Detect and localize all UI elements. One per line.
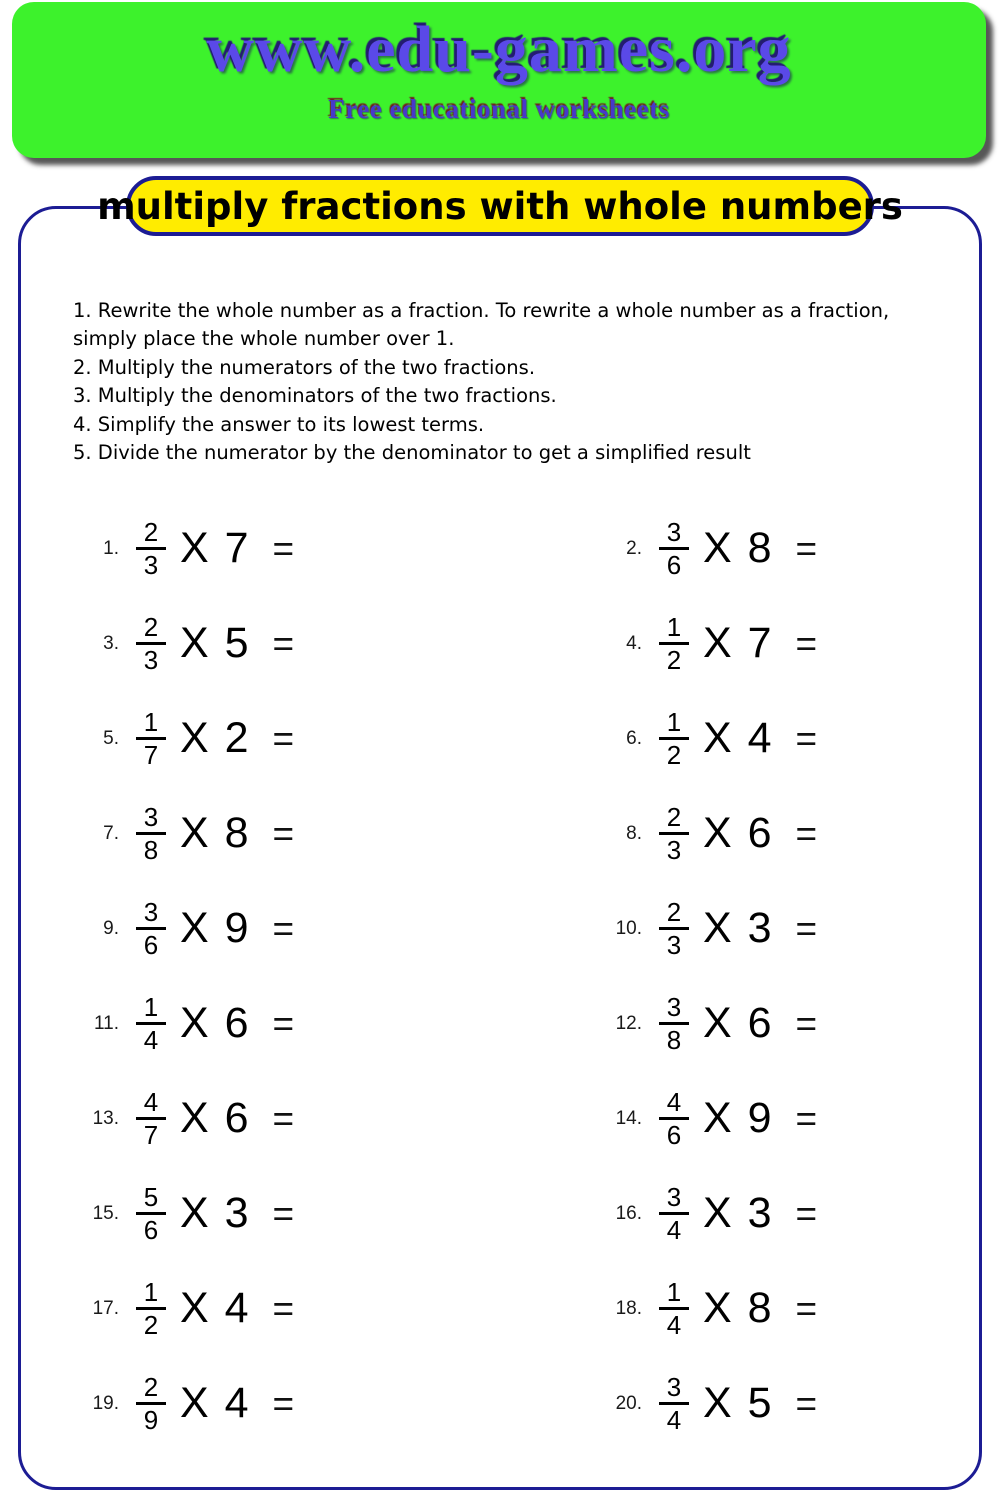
fraction-denominator: 6: [666, 550, 682, 581]
equals-sign: =: [272, 1097, 295, 1139]
multiply-expression: X 9: [180, 904, 251, 953]
equals-sign: =: [272, 527, 295, 569]
fraction-numerator: 3: [666, 1371, 682, 1402]
problem-19: [21, 1356, 526, 1451]
problem-3: [21, 596, 526, 691]
multiply-expression: X 6: [703, 809, 774, 858]
equals-sign: =: [795, 527, 818, 569]
problem-14: [526, 1071, 979, 1166]
fraction: [659, 1276, 689, 1341]
equals-sign: =: [795, 1287, 818, 1329]
problem-17: [21, 1261, 526, 1356]
equals-sign: =: [272, 1382, 295, 1424]
problem-number: 1.: [103, 537, 119, 559]
fraction-denominator: 2: [666, 740, 682, 771]
equals-sign: =: [272, 622, 295, 664]
multiply-expression: X 4: [180, 1284, 251, 1333]
fraction-numerator: 3: [143, 896, 159, 927]
problem-number: 6.: [626, 727, 642, 749]
fraction-numerator: 3: [143, 801, 159, 832]
equals-sign: =: [795, 907, 818, 949]
fraction-denominator: 4: [666, 1405, 682, 1436]
fraction: [136, 611, 166, 676]
fraction: [659, 706, 689, 771]
fraction: [659, 896, 689, 961]
fraction: [136, 896, 166, 961]
problem-number: 9.: [103, 917, 119, 939]
problem-5: [21, 691, 526, 786]
fraction: [659, 1371, 689, 1436]
equals-sign: =: [795, 1192, 818, 1234]
instruction-line: 3. Multiply the denominators of the two fractions.: [73, 384, 557, 408]
problem-number: 10.: [615, 917, 642, 939]
fraction-numerator: 2: [666, 896, 682, 927]
equals-sign: =: [795, 622, 818, 664]
problem-2: [526, 501, 979, 596]
fraction-denominator: 3: [143, 550, 159, 581]
equals-sign: =: [272, 1192, 295, 1234]
problem-11: [21, 976, 526, 1071]
problem-number: 8.: [626, 822, 642, 844]
fraction-denominator: 6: [143, 930, 159, 961]
fraction-numerator: 3: [666, 991, 682, 1022]
multiply-expression: X 9: [703, 1094, 774, 1143]
problem-20: [526, 1356, 979, 1451]
fraction-numerator: 5: [143, 1181, 159, 1212]
instruction-line: 4. Simplify the answer to its lowest terms.: [73, 412, 485, 436]
site-tagline: Free educational worksheets: [328, 94, 670, 124]
fraction: [659, 991, 689, 1056]
fraction: [136, 1181, 166, 1246]
fraction-denominator: 4: [666, 1310, 682, 1341]
fraction-numerator: 1: [143, 991, 159, 1022]
fraction: [659, 801, 689, 866]
problem-number: 3.: [103, 632, 119, 654]
multiply-expression: X 6: [703, 999, 774, 1048]
equals-sign: =: [272, 907, 295, 949]
problem-number: 7.: [103, 822, 119, 844]
problem-8: [526, 786, 979, 881]
fraction: [136, 801, 166, 866]
problem-number: 18.: [615, 1297, 642, 1319]
fraction-denominator: 3: [143, 645, 159, 676]
problem-18: [526, 1261, 979, 1356]
fraction-denominator: 4: [666, 1215, 682, 1246]
fraction-numerator: 1: [143, 1276, 159, 1307]
equals-sign: =: [795, 1097, 818, 1139]
fraction: [136, 516, 166, 581]
fraction-denominator: 4: [143, 1025, 159, 1056]
multiply-expression: X 5: [703, 1379, 774, 1428]
problem-4: [526, 596, 979, 691]
fraction-denominator: 3: [666, 835, 682, 866]
multiply-expression: X 8: [180, 809, 251, 858]
worksheet-sheet: [18, 206, 982, 1490]
worksheet-title: multiply fractions with whole numbers: [97, 184, 903, 228]
fraction-numerator: 3: [666, 516, 682, 547]
fraction-denominator: 9: [143, 1405, 159, 1436]
problem-15: [21, 1166, 526, 1261]
multiply-expression: X 7: [703, 619, 774, 668]
multiply-expression: X 8: [703, 524, 774, 573]
problem-10: [526, 881, 979, 976]
problem-7: [21, 786, 526, 881]
fraction-numerator: 2: [666, 801, 682, 832]
equals-sign: =: [272, 812, 295, 854]
equals-sign: =: [795, 717, 818, 759]
problem-number: 2.: [626, 537, 642, 559]
problem-13: [21, 1071, 526, 1166]
problem-number: 14.: [615, 1107, 642, 1129]
problem-16: [526, 1166, 979, 1261]
multiply-expression: X 5: [180, 619, 251, 668]
multiply-expression: X 8: [703, 1284, 774, 1333]
fraction-denominator: 8: [666, 1025, 682, 1056]
instructions-block: [73, 297, 953, 467]
fraction: [136, 1371, 166, 1436]
multiply-expression: X 3: [703, 904, 774, 953]
equals-sign: =: [272, 1002, 295, 1044]
fraction: [136, 706, 166, 771]
worksheet-title-banner: [97, 176, 903, 236]
fraction: [659, 516, 689, 581]
equals-sign: =: [795, 1382, 818, 1424]
problem-number: 13.: [92, 1107, 119, 1129]
fraction-numerator: 2: [143, 516, 159, 547]
fraction-numerator: 1: [666, 706, 682, 737]
equals-sign: =: [272, 1287, 295, 1329]
fraction-numerator: 2: [143, 611, 159, 642]
problems-grid: [21, 501, 979, 1451]
fraction: [136, 1086, 166, 1151]
fraction: [136, 991, 166, 1056]
problem-12: [526, 976, 979, 1071]
fraction-numerator: 1: [143, 706, 159, 737]
fraction-numerator: 4: [143, 1086, 159, 1117]
fraction-numerator: 1: [666, 1276, 682, 1307]
problem-number: 19.: [92, 1392, 119, 1414]
fraction-numerator: 2: [143, 1371, 159, 1402]
instruction-line: 1. Rewrite the whole number as a fraction. To rewrite a whole number as a fraction,: [73, 299, 890, 322]
site-url-title: www.edu-games.org: [206, 13, 792, 86]
fraction-denominator: 8: [143, 835, 159, 866]
fraction-denominator: 7: [143, 1120, 159, 1151]
problem-number: 5.: [103, 727, 119, 749]
problem-number: 16.: [615, 1202, 642, 1224]
fraction-numerator: 1: [666, 611, 682, 642]
instruction-line: 5. Divide the numerator by the denominator to get a simplified result: [73, 441, 751, 465]
problem-number: 12.: [615, 1012, 642, 1034]
problem-6: [526, 691, 979, 786]
multiply-expression: X 3: [703, 1189, 774, 1238]
problem-1: [21, 501, 526, 596]
fraction-denominator: 2: [143, 1310, 159, 1341]
problem-9: [21, 881, 526, 976]
problem-number: 17.: [92, 1297, 119, 1319]
problem-number: 15.: [92, 1202, 119, 1224]
multiply-expression: X 6: [180, 1094, 251, 1143]
fraction-denominator: 6: [143, 1215, 159, 1246]
problem-number: 4.: [626, 632, 642, 654]
instruction-line: simply place the whole number over 1.: [73, 327, 455, 351]
fraction-denominator: 7: [143, 740, 159, 771]
fraction: [136, 1276, 166, 1341]
fraction-denominator: 3: [666, 930, 682, 961]
multiply-expression: X 2: [180, 714, 251, 763]
multiply-expression: X 7: [180, 524, 251, 573]
fraction-denominator: 6: [666, 1120, 682, 1151]
fraction: [659, 611, 689, 676]
fraction: [659, 1181, 689, 1246]
fraction: [659, 1086, 689, 1151]
fraction-numerator: 3: [666, 1181, 682, 1212]
multiply-expression: X 3: [180, 1189, 251, 1238]
fraction-numerator: 4: [666, 1086, 682, 1117]
multiply-expression: X 4: [703, 714, 774, 763]
problem-number: 11.: [93, 1012, 119, 1034]
equals-sign: =: [272, 717, 295, 759]
instruction-line: 2. Multiply the numerators of the two fractions.: [73, 355, 536, 379]
equals-sign: =: [795, 1002, 818, 1044]
fraction-denominator: 2: [666, 645, 682, 676]
problem-number: 20.: [615, 1392, 642, 1414]
multiply-expression: X 6: [180, 999, 251, 1048]
multiply-expression: X 4: [180, 1379, 251, 1428]
site-header-banner: [12, 2, 986, 158]
equals-sign: =: [795, 812, 818, 854]
